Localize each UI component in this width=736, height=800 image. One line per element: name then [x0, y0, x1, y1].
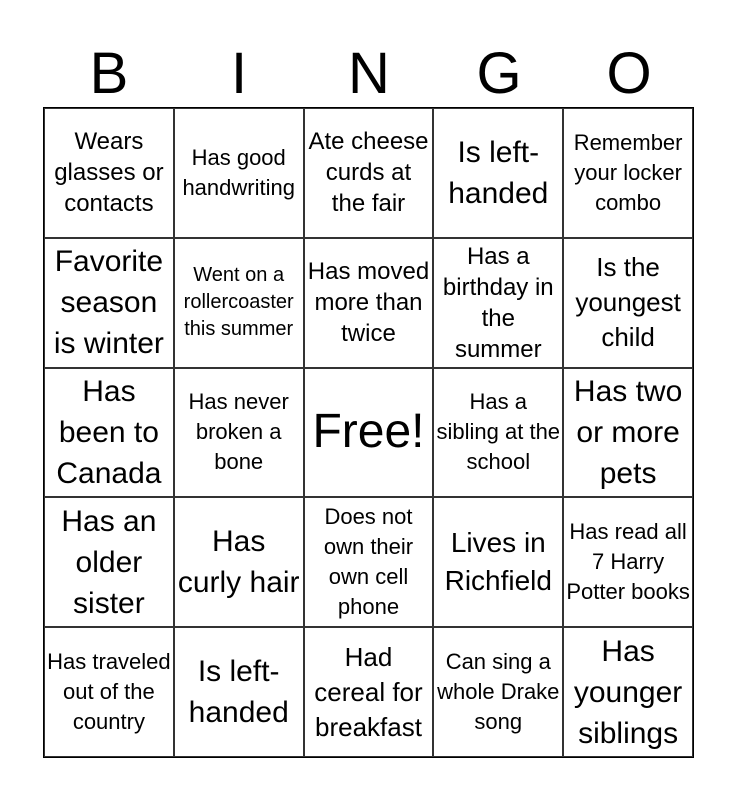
bingo-cell[interactable]	[304, 108, 434, 238]
bingo-cell[interactable]	[44, 238, 174, 368]
header-letter-b: B	[89, 41, 129, 106]
bingo-cell[interactable]	[433, 627, 563, 757]
bingo-cell[interactable]	[44, 627, 174, 757]
cell-text: Free!	[312, 405, 425, 459]
cell-text: Does not own their own cell phone	[323, 504, 414, 620]
bingo-cell[interactable]	[433, 108, 563, 238]
bingo-cell[interactable]	[433, 368, 563, 498]
cell-text: Has a birthday in the summer	[442, 242, 554, 363]
bingo-cell[interactable]	[563, 108, 693, 238]
bingo-cell[interactable]	[433, 238, 563, 368]
cell-text: Can sing a whole Drake song	[437, 649, 560, 735]
cell-text: Has a sibling at the school	[436, 389, 561, 475]
cell-text: Has been to Canada	[56, 374, 162, 490]
bingo-grid	[43, 107, 694, 758]
bingo-cell[interactable]	[304, 627, 434, 757]
cell-text: Went on a rollercoaster this summer	[183, 264, 294, 341]
bingo-cell[interactable]	[44, 497, 174, 627]
bingo-cell[interactable]	[304, 497, 434, 627]
bingo-cell[interactable]	[44, 368, 174, 498]
cell-text: Favorite season is winter	[53, 245, 164, 361]
header-letter-g: G	[476, 41, 522, 106]
cell-text: Wears glasses or contacts	[54, 128, 164, 218]
header-letter-o: O	[606, 41, 652, 106]
cell-text: Has curly hair	[177, 525, 300, 600]
bingo-cell[interactable]	[44, 108, 174, 238]
header-letter-n: N	[348, 41, 390, 106]
bingo-header	[44, 40, 694, 108]
cell-text: Has good handwriting	[182, 144, 295, 200]
cell-text: Remember your locker combo	[573, 129, 683, 215]
bingo-cell[interactable]	[174, 238, 304, 368]
bingo-cell[interactable]	[563, 497, 693, 627]
header-letter-i: I	[230, 41, 248, 106]
bingo-cell[interactable]	[174, 497, 304, 627]
cell-text: Has moved more than twice	[307, 258, 430, 348]
cell-text: Ate cheese curds at the fair	[308, 128, 429, 218]
cell-text: Has read all 7 Harry Potter books	[566, 519, 690, 605]
cell-text: Has an older sister	[61, 504, 157, 620]
cell-text: Is left-handed	[188, 655, 289, 730]
cell-text: Has never broken a bone	[188, 389, 289, 475]
bingo-cell[interactable]	[563, 627, 693, 757]
cell-text: Has traveled out of the country	[47, 649, 171, 735]
bingo-cell[interactable]	[174, 368, 304, 498]
bingo-cell[interactable]	[563, 238, 693, 368]
cell-text: Has younger siblings	[573, 634, 683, 750]
bingo-cell[interactable]	[563, 368, 693, 498]
free-space[interactable]	[304, 368, 434, 498]
cell-text: Had cereal for breakfast	[314, 641, 423, 742]
cell-text: Is the youngest child	[575, 252, 681, 353]
bingo-cell[interactable]	[174, 108, 304, 238]
bingo-cell[interactable]	[174, 627, 304, 757]
bingo-cell[interactable]	[304, 238, 434, 368]
bingo-cell[interactable]	[433, 497, 563, 627]
cell-text: Is left-handed	[448, 135, 549, 210]
cell-text: Lives in Richfield	[444, 527, 552, 597]
cell-text: Has two or more pets	[573, 374, 683, 490]
